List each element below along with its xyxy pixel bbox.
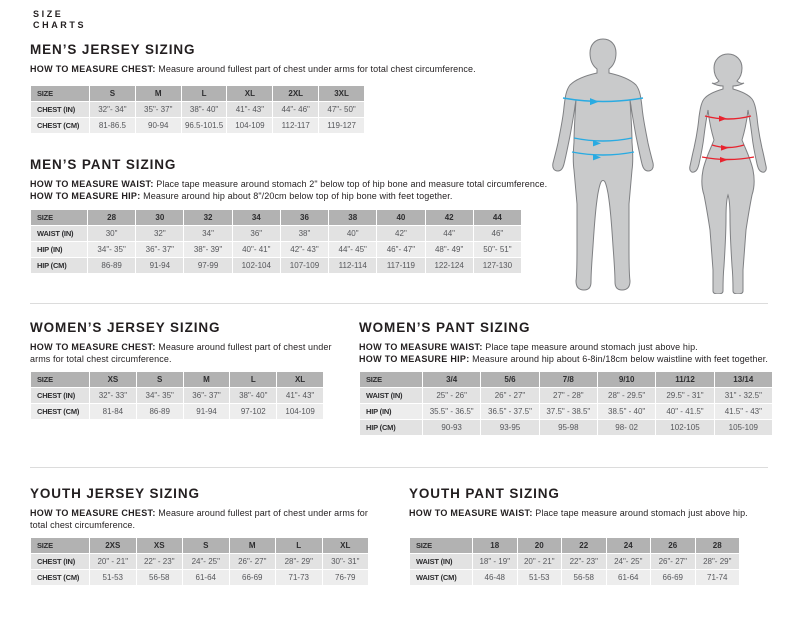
measure-note-text: Measure around hip about 6-8in/18cm below waistline with feet together. xyxy=(472,354,768,364)
size-col-header: S xyxy=(183,538,229,553)
size-col-header: 24 xyxy=(607,538,651,553)
table-row xyxy=(360,388,772,403)
size-cell: 38"- 39" xyxy=(184,242,231,257)
size-cell: 44"- 45" xyxy=(329,242,376,257)
size-cell: 22"- 23" xyxy=(562,554,606,569)
size-cell: 66-69 xyxy=(651,570,695,585)
size-cell: 32"- 33" xyxy=(90,388,136,403)
size-cell: 26"- 27" xyxy=(230,554,276,569)
size-cell: 105-109 xyxy=(715,420,772,435)
size-cell: 26" - 27" xyxy=(481,388,538,403)
measure-note-label: HOW TO MEASURE HIP: xyxy=(30,191,141,201)
size-cell: 29.5" - 31" xyxy=(656,388,713,403)
size-cell: 122-124 xyxy=(426,258,473,273)
size-cell: 97-99 xyxy=(184,258,231,273)
size-cell: 51-53 xyxy=(518,570,562,585)
size-cell: 86-89 xyxy=(88,258,135,273)
row-label: CHEST (IN) xyxy=(31,554,89,569)
size-charts-heading-line1: SIZE xyxy=(33,9,64,19)
table-row xyxy=(31,226,521,241)
measure-note-waist xyxy=(409,507,748,519)
size-cell: 71-74 xyxy=(696,570,740,585)
size-cell: 41.5" - 43" xyxy=(715,404,772,419)
size-cell: 98- 02 xyxy=(598,420,655,435)
measure-note-label: HOW TO MEASURE CHEST: xyxy=(30,342,156,352)
mens-pant-size-table xyxy=(30,209,522,274)
size-cell: 91-94 xyxy=(184,404,230,419)
measure-note-label: HOW TO MEASURE CHEST: xyxy=(30,508,156,518)
measure-note-waist xyxy=(359,341,698,353)
size-cell: 86-89 xyxy=(137,404,183,419)
measure-note-label: HOW TO MEASURE CHEST: xyxy=(30,64,156,74)
size-cell: 40"- 41" xyxy=(233,242,280,257)
size-col-header: 11/12 xyxy=(656,372,713,387)
size-cell: 76-79 xyxy=(323,570,369,585)
size-col-header: 28 xyxy=(88,210,135,225)
size-cell: 56-58 xyxy=(137,570,183,585)
table-row xyxy=(360,404,772,419)
size-cell: 35.5" - 36.5" xyxy=(423,404,480,419)
measure-note-label: HOW TO MEASURE WAIST: xyxy=(30,179,154,189)
section-divider xyxy=(30,303,768,304)
size-cell: 36"- 37" xyxy=(184,388,230,403)
size-cell: 38.5" - 40" xyxy=(598,404,655,419)
table-header-row xyxy=(31,210,521,225)
size-cell: 37.5" - 38.5" xyxy=(540,404,597,419)
size-cell: 91-94 xyxy=(136,258,183,273)
size-cell: 50"- 51" xyxy=(474,242,521,257)
table-row xyxy=(31,554,368,569)
size-column-label: SIZE xyxy=(410,538,472,553)
measure-note-text: Measure around hip about 8"/20cm below top of hip bone with feet together. xyxy=(143,191,453,201)
size-column-label: SIZE xyxy=(360,372,422,387)
size-cell: 61-64 xyxy=(607,570,651,585)
table-row xyxy=(31,570,368,585)
size-cell: 31" - 32.5" xyxy=(715,388,772,403)
size-cell: 24"- 25" xyxy=(183,554,229,569)
size-cell: 28" - 29.5" xyxy=(598,388,655,403)
table-row xyxy=(31,404,323,419)
table-row xyxy=(31,102,364,117)
section-youth-pant xyxy=(409,486,749,582)
measure-note-text: Place tape measure around stomach just above hip. xyxy=(535,508,748,518)
section-title-mens-jersey: MEN’S JERSEY SIZING xyxy=(30,42,196,57)
section-youth-jersey xyxy=(30,486,386,582)
table-header-row xyxy=(360,372,772,387)
size-cell: 38"- 40" xyxy=(230,388,276,403)
measure-note-text: Measure around fullest part of chest under arms for total chest circumference. xyxy=(158,64,476,74)
section-title-womens-pant: WOMEN’S PANT SIZING xyxy=(359,320,531,335)
size-cell: 30"- 31" xyxy=(323,554,369,569)
size-cell: 30" xyxy=(88,226,135,241)
section-title-youth-jersey: YOUTH JERSEY SIZING xyxy=(30,486,200,501)
size-cell: 26"- 27" xyxy=(651,554,695,569)
size-cell: 51-53 xyxy=(90,570,136,585)
size-cell: 102-105 xyxy=(656,420,713,435)
size-cell: 61-64 xyxy=(183,570,229,585)
size-cell: 41"- 43" xyxy=(227,102,272,117)
size-col-header: 3/4 xyxy=(423,372,480,387)
measure-note-chest xyxy=(30,63,476,75)
section-divider xyxy=(30,467,768,468)
size-col-header: 40 xyxy=(377,210,424,225)
size-cell: 96.5-101.5 xyxy=(182,118,227,133)
female-body-silhouette xyxy=(676,52,780,294)
size-cell: 18" - 19" xyxy=(473,554,517,569)
row-label: WAIST (IN) xyxy=(31,226,87,241)
size-cell: 38"- 40" xyxy=(182,102,227,117)
row-label: WAIST (IN) xyxy=(410,554,472,569)
size-cell: 36" xyxy=(233,226,280,241)
size-cell: 34"- 35" xyxy=(88,242,135,257)
size-cell: 32" xyxy=(136,226,183,241)
row-label: HIP (IN) xyxy=(360,404,422,419)
size-col-header: XL xyxy=(277,372,323,387)
size-cell: 56-58 xyxy=(562,570,606,585)
measure-note-chest xyxy=(30,341,332,365)
size-cell: 97-102 xyxy=(230,404,276,419)
size-col-header: 30 xyxy=(136,210,183,225)
youth-jersey-size-table xyxy=(30,537,369,586)
size-cell: 46-48 xyxy=(473,570,517,585)
measure-note-text: Measure around fullest part of chest under arms for total chest circumference. xyxy=(30,342,332,364)
size-cell: 119-127 xyxy=(319,118,364,133)
section-title-mens-pant: MEN’S PANT SIZING xyxy=(30,157,177,172)
size-col-header: M xyxy=(184,372,230,387)
table-row xyxy=(31,242,521,257)
section-mens-pant xyxy=(30,157,555,270)
measure-note-waist xyxy=(30,178,547,190)
section-womens-jersey xyxy=(30,320,342,416)
size-col-header: S xyxy=(137,372,183,387)
size-cell: 47"- 50" xyxy=(319,102,364,117)
row-label: CHEST (IN) xyxy=(31,102,89,117)
size-col-header: 2XS xyxy=(90,538,136,553)
row-label: HIP (CM) xyxy=(360,420,422,435)
size-cell: 40" - 41.5" xyxy=(656,404,713,419)
female-figure-shape xyxy=(690,54,767,294)
size-cell: 22" - 23" xyxy=(137,554,183,569)
size-col-header: 2XL xyxy=(273,86,318,101)
size-cell: 102-104 xyxy=(233,258,280,273)
male-figure-shape xyxy=(553,39,654,290)
size-cell: 36"- 37" xyxy=(136,242,183,257)
size-column-label: SIZE xyxy=(31,210,87,225)
section-title-womens-jersey: WOMEN’S JERSEY SIZING xyxy=(30,320,221,335)
size-cell: 66-69 xyxy=(230,570,276,585)
size-cell: 71-73 xyxy=(276,570,322,585)
size-column-label: SIZE xyxy=(31,538,89,553)
measure-note-label: HOW TO MEASURE WAIST: xyxy=(359,342,483,352)
table-header-row xyxy=(31,538,368,553)
size-cell: 28"- 29" xyxy=(696,554,740,569)
table-row xyxy=(31,118,364,133)
size-charts-heading xyxy=(33,9,86,31)
size-cell: 32"- 34" xyxy=(90,102,135,117)
size-cell: 34" xyxy=(184,226,231,241)
size-cell: 36.5" - 37.5" xyxy=(481,404,538,419)
size-col-header: S xyxy=(90,86,135,101)
section-mens-jersey xyxy=(30,42,535,130)
measure-note-text: Measure around fullest part of chest under arms for total chest circumference. xyxy=(30,508,368,530)
row-label: WAIST (IN) xyxy=(360,388,422,403)
size-cell: 46" xyxy=(474,226,521,241)
womens-jersey-size-table xyxy=(30,371,324,420)
size-col-header: L xyxy=(230,372,276,387)
measure-note-text: Place tape measure around stomach just above hip. xyxy=(485,342,698,352)
measure-note-chest xyxy=(30,507,380,531)
size-cell: 107-109 xyxy=(281,258,328,273)
size-cell: 112-114 xyxy=(329,258,376,273)
size-cell: 104-109 xyxy=(277,404,323,419)
size-cell: 34"- 35" xyxy=(137,388,183,403)
measure-note-hip xyxy=(359,353,768,365)
size-cell: 112-117 xyxy=(273,118,318,133)
table-row xyxy=(31,388,323,403)
size-cell: 25" - 26" xyxy=(423,388,480,403)
size-col-header: 36 xyxy=(281,210,328,225)
row-label: CHEST (IN) xyxy=(31,388,89,403)
womens-pant-size-table xyxy=(359,371,773,436)
size-col-header: 32 xyxy=(184,210,231,225)
size-col-header: 20 xyxy=(518,538,562,553)
size-cell: 20" - 21" xyxy=(90,554,136,569)
size-col-header: M xyxy=(230,538,276,553)
row-label: HIP (IN) xyxy=(31,242,87,257)
section-title-youth-pant: YOUTH PANT SIZING xyxy=(409,486,560,501)
size-charts-heading-line2: CHARTS xyxy=(33,20,87,30)
size-col-header: XS xyxy=(90,372,136,387)
size-cell: 104-109 xyxy=(227,118,272,133)
row-label: CHEST (CM) xyxy=(31,118,89,133)
size-col-header: M xyxy=(136,86,181,101)
size-cell: 24"- 25" xyxy=(607,554,651,569)
size-col-header: 7/8 xyxy=(540,372,597,387)
size-col-header: 28 xyxy=(696,538,740,553)
size-cell: 40" xyxy=(329,226,376,241)
mens-jersey-size-table xyxy=(30,85,365,134)
male-body-silhouette xyxy=(543,36,663,296)
size-cell: 81-84 xyxy=(90,404,136,419)
table-header-row xyxy=(410,538,739,553)
measure-note-text: Place tape measure around stomach 2" below top of hip bone and measure total circumference. xyxy=(156,179,548,189)
measure-note-label: HOW TO MEASURE HIP: xyxy=(359,354,470,364)
row-label: CHEST (CM) xyxy=(31,570,89,585)
measure-note-label: HOW TO MEASURE WAIST: xyxy=(409,508,533,518)
size-col-header: 5/6 xyxy=(481,372,538,387)
section-womens-pant xyxy=(359,320,779,432)
size-cell: 41"- 43" xyxy=(277,388,323,403)
size-col-header: 26 xyxy=(651,538,695,553)
size-col-header: L xyxy=(182,86,227,101)
table-row xyxy=(31,258,521,273)
size-cell: 28"- 29" xyxy=(276,554,322,569)
size-cell: 27" - 28" xyxy=(540,388,597,403)
size-cell: 95-98 xyxy=(540,420,597,435)
size-cell: 48"- 49" xyxy=(426,242,473,257)
size-cell: 90-93 xyxy=(423,420,480,435)
size-col-header: 18 xyxy=(473,538,517,553)
size-cell: 117-119 xyxy=(377,258,424,273)
row-label: WAIST (CM) xyxy=(410,570,472,585)
size-col-header: L xyxy=(276,538,322,553)
size-cell: 127-130 xyxy=(474,258,521,273)
table-row xyxy=(410,554,739,569)
measure-note-hip xyxy=(30,190,452,202)
size-cell: 46"- 47" xyxy=(377,242,424,257)
row-label: HIP (CM) xyxy=(31,258,87,273)
table-row xyxy=(360,420,772,435)
size-col-header: 44 xyxy=(474,210,521,225)
size-col-header: XS xyxy=(137,538,183,553)
size-cell: 20" - 21" xyxy=(518,554,562,569)
size-col-header: XL xyxy=(323,538,369,553)
table-row xyxy=(410,570,739,585)
size-cell: 81-86.5 xyxy=(90,118,135,133)
size-cell: 38" xyxy=(281,226,328,241)
size-col-header: 3XL xyxy=(319,86,364,101)
size-col-header: 13/14 xyxy=(715,372,772,387)
size-cell: 42" xyxy=(377,226,424,241)
youth-pant-size-table xyxy=(409,537,740,586)
size-col-header: XL xyxy=(227,86,272,101)
size-col-header: 22 xyxy=(562,538,606,553)
size-cell: 44"- 46" xyxy=(273,102,318,117)
size-col-header: 42 xyxy=(426,210,473,225)
size-col-header: 9/10 xyxy=(598,372,655,387)
size-cell: 44" xyxy=(426,226,473,241)
table-header-row xyxy=(31,372,323,387)
size-column-label: SIZE xyxy=(31,372,89,387)
size-cell: 90-94 xyxy=(136,118,181,133)
size-cell: 93-95 xyxy=(481,420,538,435)
size-col-header: 34 xyxy=(233,210,280,225)
size-col-header: 38 xyxy=(329,210,376,225)
table-header-row xyxy=(31,86,364,101)
size-cell: 35"- 37" xyxy=(136,102,181,117)
size-cell: 42"- 43" xyxy=(281,242,328,257)
row-label: CHEST (CM) xyxy=(31,404,89,419)
size-column-label: SIZE xyxy=(31,86,89,101)
